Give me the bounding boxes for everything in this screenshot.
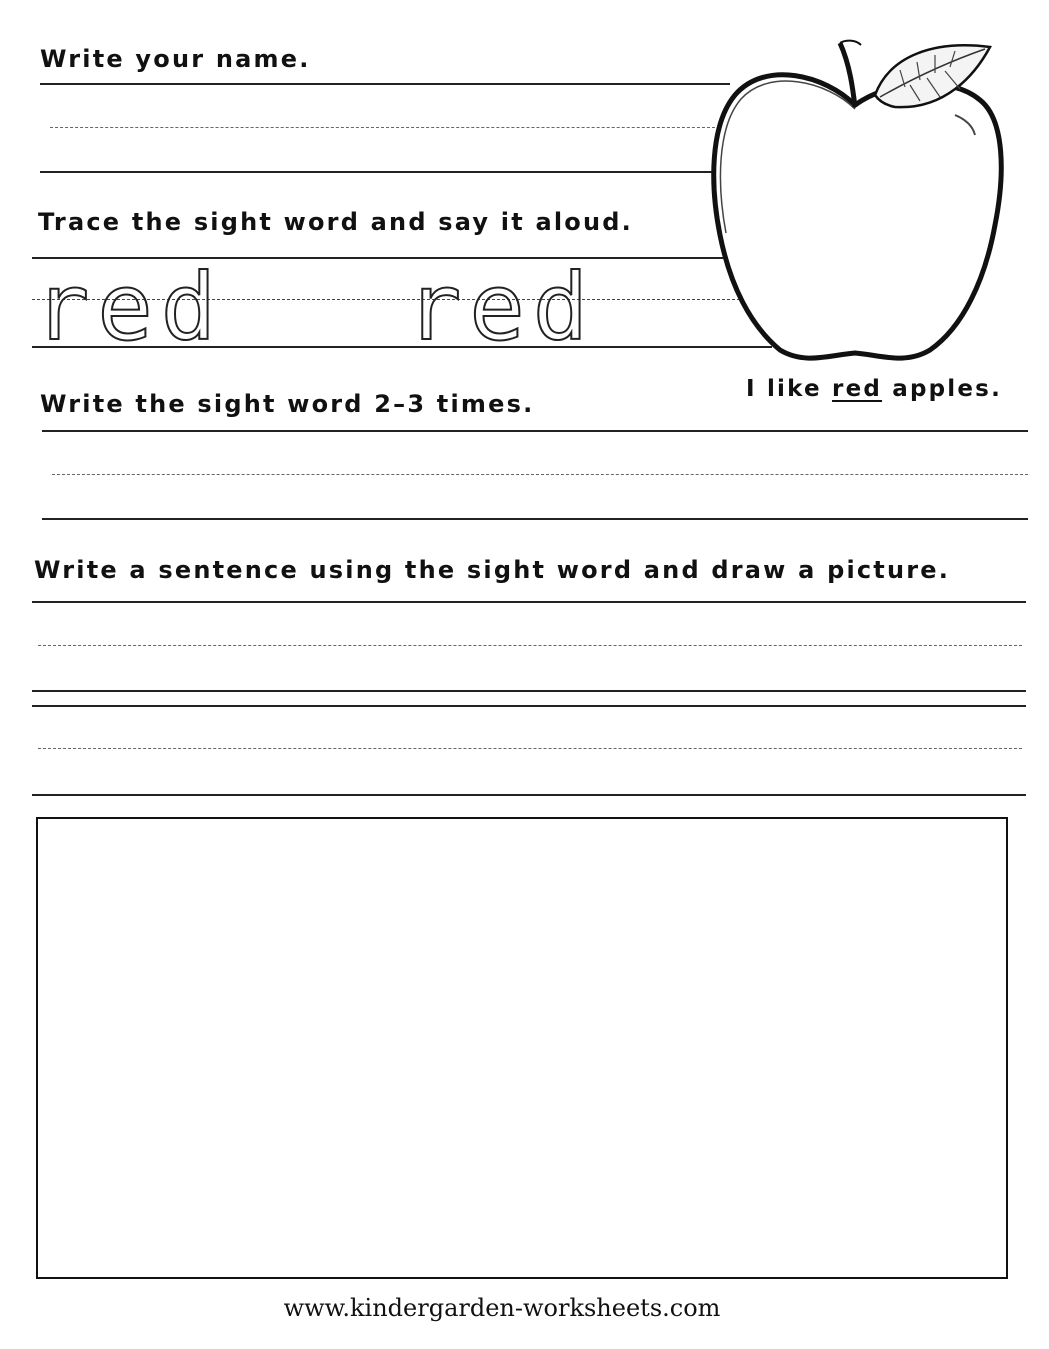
repeat-line-bottom[interactable] [42, 518, 1028, 520]
trace-word-2[interactable]: red [406, 254, 597, 361]
sentence-line-1-dashed [38, 645, 1022, 646]
name-line-dashed [50, 127, 720, 128]
footer-url-text: www.kindergarden-worksheets.com [283, 1294, 721, 1322]
apple-icon [705, 35, 1005, 370]
apple-caption [746, 376, 1002, 402]
name-line-bottom[interactable] [40, 171, 730, 173]
trace-word-1[interactable]: red [34, 254, 225, 361]
repeat-instruction: Write the sight word 2–3 times. [40, 390, 535, 418]
sentence-line-2-top [32, 705, 1026, 707]
caption-after: apples. [882, 376, 1003, 402]
sentence-line-1-top [32, 601, 1026, 603]
sentence-instruction: Write a sentence using the sight word and draw a picture. [34, 556, 951, 584]
footer-url [0, 1294, 1000, 1322]
sentence-line-1-bottom[interactable] [32, 690, 1026, 692]
sentence-line-2-bottom[interactable] [32, 794, 1026, 796]
sentence-line-2-dashed [38, 748, 1022, 749]
trace-instruction: Trace the sight word and say it aloud. [38, 208, 633, 236]
picture-drawing-box[interactable] [36, 817, 1008, 1279]
repeat-line-top [42, 430, 1028, 432]
caption-sight-word: red [832, 376, 883, 402]
repeat-line-dashed [52, 474, 1028, 475]
caption-before: I like [746, 376, 833, 402]
name-instruction: Write your name. [40, 45, 311, 73]
name-line-top [40, 83, 730, 85]
